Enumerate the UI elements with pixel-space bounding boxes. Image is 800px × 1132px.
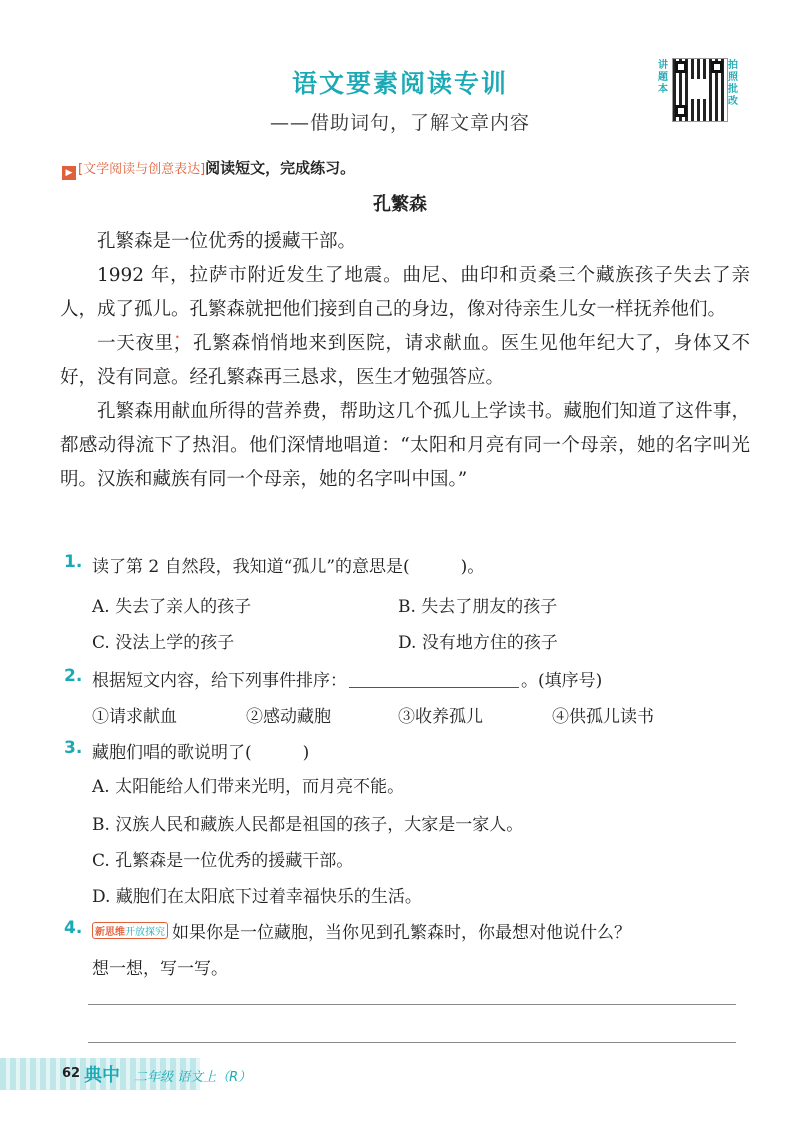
question-number: 2.: [64, 666, 83, 686]
qr-code-area[interactable]: [658, 58, 740, 124]
answer-blank[interactable]: [349, 669, 519, 688]
play-icon: ▶: [62, 166, 76, 180]
footer-text: 二年级 语文上（R）: [134, 1070, 252, 1085]
question-number: 1.: [64, 552, 83, 572]
question-text: 根据短文内容，给下列事件排序： 。(填序号): [92, 671, 603, 691]
option-a[interactable]: A. 失去了亲人的孩子: [92, 597, 252, 617]
question-text: 藏胞们唱的歌说明了( ): [92, 743, 310, 763]
story-body: [60, 225, 750, 497]
option-c[interactable]: C. 孔繁森是一位优秀的援藏干部。: [92, 851, 354, 871]
answer-line[interactable]: [88, 1042, 736, 1043]
question-number: 4.: [64, 918, 83, 938]
instruction-tag: [文学阅读与创意表达]: [78, 162, 206, 177]
brand-logo: 典中: [84, 1065, 120, 1086]
qr-code-icon[interactable]: [672, 58, 728, 122]
qr-left-label: 讲题本: [658, 60, 668, 95]
option-a[interactable]: A. 太阳能给人们带来光明，而月亮不能。: [92, 777, 405, 797]
emphasis-word: 孤儿 • •: [134, 299, 171, 320]
option-c[interactable]: C. 没法上学的孩子: [92, 633, 235, 653]
new-thinking-badge: 新思维开放探究: [92, 922, 168, 939]
page-subtitle: ——借助词句，了解文章内容: [269, 112, 530, 134]
story-paragraph-1: 孔繁森是一位优秀的援藏干部。: [97, 231, 357, 252]
question-text: 读了第 2 自然段，我知道“孤儿”的意思是( )。: [92, 557, 485, 577]
option-d[interactable]: D. 藏胞们在太阳底下过着幸福快乐的生活。: [92, 887, 422, 907]
page-number: 62: [62, 1066, 81, 1081]
event-4: ④供孤儿读书: [552, 707, 654, 727]
story-paragraph-4: 孔繁森用献血所得的营养费，帮助这几个孤儿上学读书。藏胞们知道了这件事，都感动得流下了热泪。他们深情地唱道：“太阳和月亮有同一个母亲，她的名字叫光明。汉族和藏族有同一个母亲，她的名字叫中国。”: [60, 401, 750, 490]
story-paragraph-3: 一天夜里，孔繁森悄悄地来到医院，请求献血。医生见他年纪大了，身体又不好，没有同意。经孔繁森再三恳求，医生才勉强答应。: [60, 333, 750, 388]
event-3: ③收养孤儿: [398, 707, 483, 727]
question-text: 新思维开放探究 如果你是一位藏胞，当你见到孔繁森时，你最想对他说什么？: [92, 918, 631, 943]
question-text-2: 想一想，写一写。: [92, 959, 228, 979]
event-2: ②感动藏胞: [246, 707, 331, 727]
story-title: 孔繁森: [373, 194, 427, 215]
option-b[interactable]: B. 失去了朋友的孩子: [398, 597, 558, 617]
qr-right-label: 拍照批改: [728, 60, 738, 107]
instruction-text: 阅读短文，完成练习。: [205, 159, 356, 177]
instruction: [62, 157, 355, 180]
event-1: ①请求献血: [92, 707, 177, 727]
page-title: 语文要素阅读专训: [291, 69, 508, 98]
option-d[interactable]: D. 没有地方住的孩子: [398, 633, 558, 653]
option-b[interactable]: B. 汉族人民和藏族人民都是祖国的孩子，大家是一家人。: [92, 815, 524, 835]
answer-line[interactable]: [88, 1004, 736, 1005]
question-number: 3.: [64, 738, 83, 758]
story-paragraph-2: 1992 年，拉萨市附近发生了地震。曲尼、曲印和贡桑三个藏族孩子失去了亲人，成了孤儿 • •。孔繁森就把他们接到自己的身边，像对待亲生儿女一样抚养他们。: [60, 259, 750, 327]
